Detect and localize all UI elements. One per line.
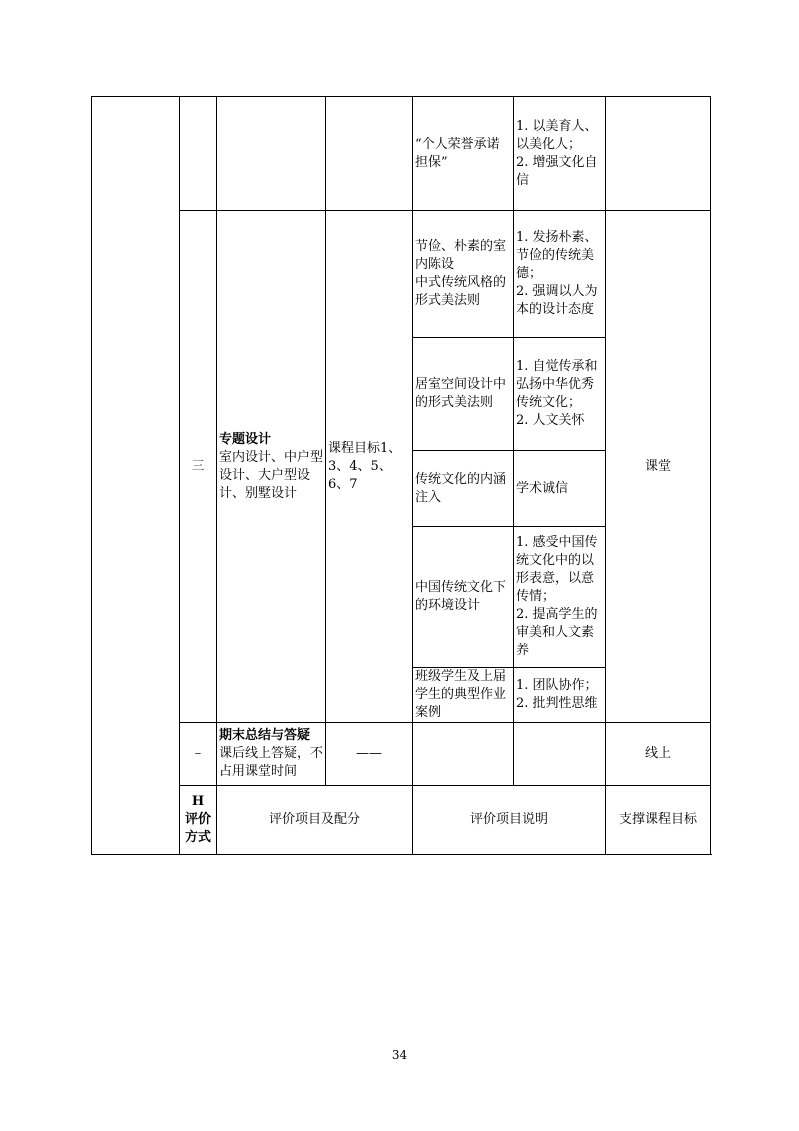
content-cell: 中国传统文化下的环境设计 — [413, 527, 514, 668]
goals-cell: 课程目标1、3、4、5、6、7 — [326, 211, 413, 723]
goal-cell: 1. 感受中国传统文化中的以形表意，以意传情； 2. 提高学生的审美和人文素养 — [514, 527, 606, 668]
goal-cell: 1. 发扬朴素、节俭的传统美德； 2. 强调以人为本的设计态度 — [514, 211, 606, 338]
goals-cell: —— — [326, 723, 413, 786]
evaluation-label: 评价方式 — [184, 812, 211, 845]
evaluation-header-row — [92, 786, 711, 855]
section-letter: H — [191, 794, 205, 809]
evaluation-label-cell — [180, 786, 217, 855]
table-row — [92, 211, 711, 338]
topic-body: 课后线上答疑，不占用课堂时间 — [219, 746, 324, 779]
left-merged-cell — [92, 97, 180, 855]
topic-cell — [217, 211, 326, 723]
table-row — [92, 97, 711, 211]
topic-cell — [217, 97, 326, 211]
evaluation-items-header: 评价项目及配分 — [217, 786, 413, 855]
content-cell: 传统文化的内涵注入 — [413, 451, 514, 527]
page-number: 34 — [391, 1048, 408, 1062]
table-row — [92, 723, 711, 786]
goal-cell: 1. 以美育人、以美化人； 2. 增强文化自信 — [514, 97, 606, 211]
numeral-cell — [180, 97, 217, 211]
goal-cell: 学术诚信 — [514, 451, 606, 527]
supported-goals-header: 支撑课程目标 — [606, 786, 711, 855]
content-cell: 班级学生及上届学生的典型作业案例 — [413, 668, 514, 723]
mode-cell — [606, 97, 711, 211]
goals-cell — [326, 97, 413, 211]
section-numeral: 三 — [180, 211, 217, 723]
section-numeral: – — [180, 723, 217, 786]
goal-cell — [514, 723, 606, 786]
topic-cell — [217, 723, 326, 786]
course-table — [91, 96, 711, 855]
goal-cell: 1. 自觉传承和弘扬中华优秀传统文化； 2. 人文关怀 — [514, 338, 606, 451]
topic-title: 专题设计 — [219, 431, 272, 447]
mode-cell: 线上 — [606, 723, 711, 786]
mode-cell: 课堂 — [606, 211, 711, 723]
topic-body: 室内设计、中户型设计、大户型设计、别墅设计 — [219, 449, 324, 501]
goal-cell: 1. 团队协作； 2. 批判性思维 — [514, 668, 606, 723]
content-cell: “个人荣誉承诺担保” — [413, 97, 514, 211]
topic-title: 期末总结与答疑 — [219, 728, 311, 743]
content-cell: 居室空间设计中的形式美法则 — [413, 338, 514, 451]
content-cell — [413, 723, 514, 786]
evaluation-description-header: 评价项目说明 — [413, 786, 606, 855]
content-cell: 节俭、朴素的室内陈设 中式传统风格的形式美法则 — [413, 211, 514, 338]
